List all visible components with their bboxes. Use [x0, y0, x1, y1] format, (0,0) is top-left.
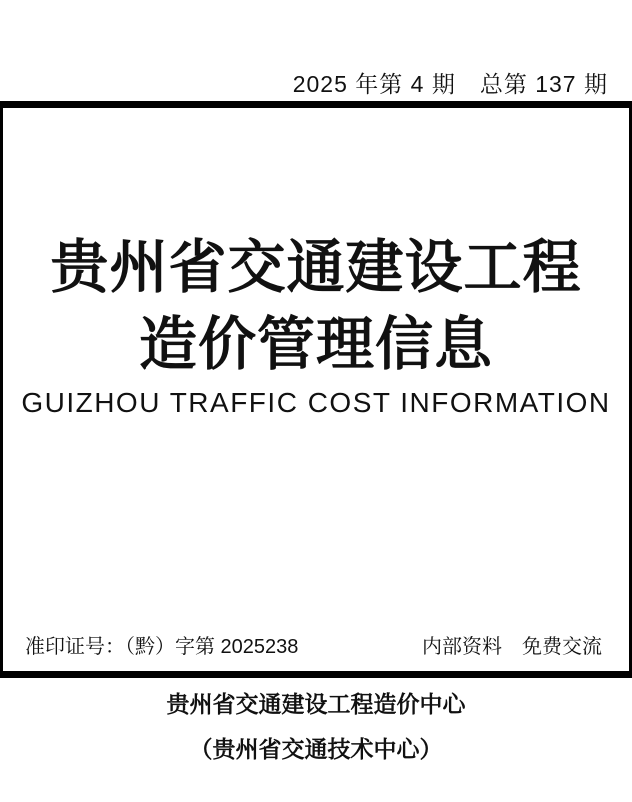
cover-title-english: GUIZHOU TRAFFIC COST INFORMATION [21, 387, 611, 418]
cover-title-cn-line1: 贵州省交通建设工程 [50, 235, 582, 300]
issue-number-line: 2025 年第 4 期 总第 137 期 [292, 71, 608, 97]
distribution-note-text: 内部资料 免费交流 [422, 636, 602, 658]
permit-info-row [0, 634, 632, 660]
permit-number-text: 准印证号：（黔）字第 2025238 [25, 636, 299, 658]
cover-title-cn-line2: 造价管理信息 [138, 312, 493, 377]
publisher-name-main: 贵州省交通建设工程造价中心 [166, 691, 466, 717]
publisher-name-alternate: （贵州省交通技术中心） [189, 736, 443, 762]
